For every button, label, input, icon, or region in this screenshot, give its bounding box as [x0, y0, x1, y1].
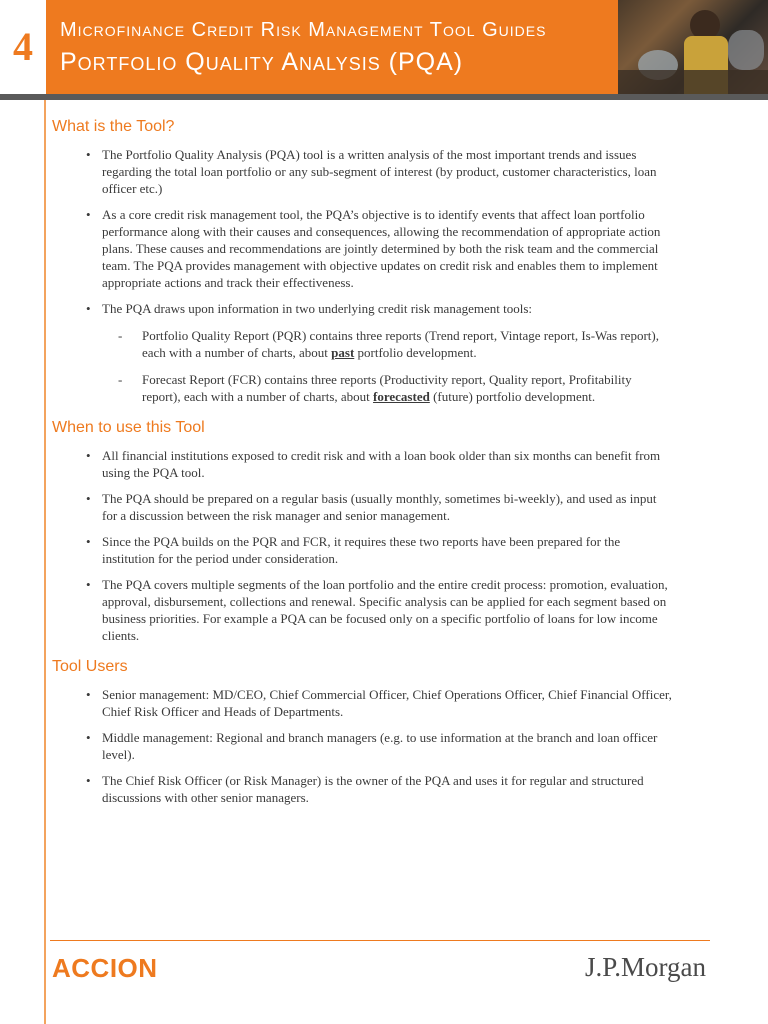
list-item: • Since the PQA builds on the PQR and FCR, it requires these two reports have been prepared for the institution for the period under consideration. [52, 533, 672, 567]
section-heading: Tool Users [52, 658, 128, 675]
title-line-1: Microfinance Credit Risk Management Tool Guides [60, 19, 547, 41]
header-photo [618, 0, 768, 94]
jpmorgan-logo: J.P.Morgan [584, 952, 706, 982]
emphasis-forecasted: forecasted [373, 389, 430, 404]
list-item [52, 300, 672, 405]
main-content [52, 118, 672, 820]
list-item: • Middle management: Regional and branch managers (e.g. to use information at the branch and loan officer level). [52, 729, 672, 763]
list-item: • The Chief Risk Officer (or Risk Manager) is the owner of the PQA and uses it for regular and structured discussions with other senior managers. [52, 772, 672, 806]
list-item: • The Portfolio Quality Analysis (PQA) tool is a written analysis of the most important trends and issues regarding the total loan portfolio or any sub-segment of interest (by product, customer characteristics, loan officer etc.) [52, 146, 672, 197]
list-item: • The PQA should be prepared on a regular basis (usually monthly, sometimes bi-weekly), and used as input for a discussion between the risk manager and senior management. [52, 490, 672, 524]
footer-divider [50, 940, 710, 941]
list-item: • Senior management: MD/CEO, Chief Commercial Officer, Chief Operations Officer, Chief Financial Officer, Chief Risk Officer and Heads of Departments. [52, 686, 672, 720]
accion-logo: ACCION [52, 953, 158, 983]
sub-list [102, 327, 672, 405]
bullet-list [52, 146, 672, 405]
title-line-2: Portfolio Quality Analysis (PQA) [60, 48, 464, 76]
section-what-is-the-tool [52, 118, 672, 405]
emphasis-past: past [331, 345, 355, 360]
sub-list-item: - Portfolio Quality Report (PQR) contains three reports (Trend report, Vintage report, Is-Was report), each with a number of charts, about past portfolio development. [118, 328, 659, 360]
list-item-text: The PQA draws upon information in two underlying credit risk management tools: [102, 301, 533, 316]
header-divider [0, 94, 768, 100]
section-tool-users [52, 658, 672, 806]
list-item: • As a core credit risk management tool, the PQA’s objective is to identify events that affect loan portfolio performance along with their causes and consequences, allowing the recommendation of appropriate action plans. These causes and recommendations are jointly determined by both the risk team and the commercial team. The PQA provides management with objective updates on credit risk and enables them to implement appropriate actions and track their effectiveness. [52, 206, 672, 291]
section-when-to-use [52, 419, 672, 644]
bullet-list [52, 686, 672, 806]
list-item: • All financial institutions exposed to credit risk and with a loan book older than six months can benefit from using the PQA tool. [52, 447, 672, 481]
list-item: • The PQA covers multiple segments of the loan portfolio and the entire credit process: promotion, evaluation, approval, disbursement, collections and renewal. Specific analysis can be applied for each segment based on business priorities. For example a PQA can be focused only on a specific portfolio of loans for low income clients. [52, 576, 672, 644]
page-title [60, 16, 600, 78]
chapter-badge [0, 0, 46, 96]
section-heading: When to use this Tool [52, 419, 205, 436]
left-margin-rule [0, 100, 46, 1024]
section-heading: What is the Tool? [52, 118, 175, 135]
bullet-list [52, 447, 672, 644]
chapter-number: 4 [13, 23, 33, 69]
page-header [0, 0, 768, 96]
sub-list-item: - Forecast Report (FCR) contains three reports (Productivity report, Quality report, Profitability report), each with a number of charts, about forecasted (future) portfolio development. [118, 372, 632, 404]
